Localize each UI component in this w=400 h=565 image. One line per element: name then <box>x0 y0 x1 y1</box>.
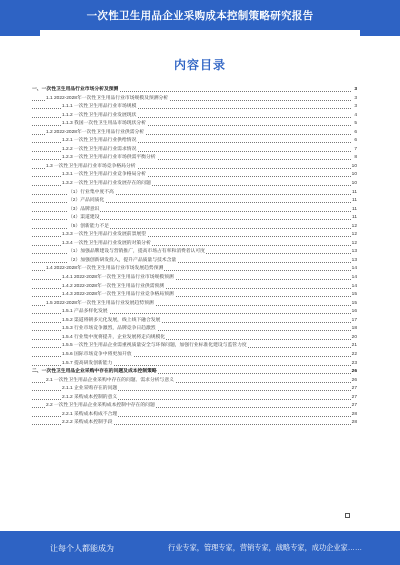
toc-entry[interactable] <box>32 137 357 146</box>
toc-entry-page: 28 <box>351 419 357 428</box>
toc-entry-label: （1）行业集中度不高 <box>68 189 115 198</box>
toc-entry[interactable] <box>32 223 357 232</box>
toc-entry-label: 1.3.3 一次性卫生用品行业发展前景展望 <box>62 231 147 240</box>
toc-entry-label: 一、一次性卫生用品行业市场分析及预测 <box>32 86 119 95</box>
toc-entry[interactable] <box>32 154 357 163</box>
toc-entry[interactable] <box>32 402 357 411</box>
toc-entry-label: 1.5.1 产品多样化发展 <box>62 308 109 317</box>
toc-entry-page: 10 <box>351 163 357 172</box>
footer-slogan-start: 让每个人都能成为 <box>50 544 114 553</box>
toc-entry-page: 21 <box>351 342 357 351</box>
toc-entry[interactable] <box>32 112 357 121</box>
toc-entry-page: 14 <box>351 283 357 292</box>
toc-entry-page: 15 <box>351 300 357 309</box>
toc-entry[interactable] <box>32 283 357 292</box>
toc-entry-label: 1.5.2 渠道将朝多元化发展，线上线下融合发展 <box>62 317 161 326</box>
toc-entry[interactable] <box>32 180 357 189</box>
toc-entry-page: 22 <box>351 351 357 360</box>
toc-entry[interactable] <box>32 95 357 104</box>
toc-entry-label: 1.5.4 行业集中度将提升，企业发展将走向规模化 <box>62 334 166 343</box>
header-accent-right <box>360 30 400 36</box>
document-title: 一次性卫生用品企业采购成本控制策略研究报告 <box>86 10 314 22</box>
toc-entry-label: 1.5 2022-2028年一次性卫生用品行业发展趋势预测 <box>46 300 155 309</box>
toc-entry-label: 2.2.1 采购成本构成不合理 <box>62 411 118 420</box>
toc-entry-label: 1.3.2 一次性卫生用品行业发展存在的问题 <box>62 180 152 189</box>
toc-entry[interactable] <box>32 368 357 377</box>
toc-entry-page: 13 <box>351 248 357 257</box>
toc-entry[interactable] <box>32 206 357 215</box>
toc-entry[interactable] <box>32 351 357 360</box>
toc-entry[interactable] <box>32 120 357 129</box>
footer-slogan-roles: 行业专家，管理专家，营销专家，战略专家，成功企业家…… <box>168 543 363 552</box>
toc-entry-page: 4 <box>353 112 357 121</box>
toc-entry[interactable] <box>32 197 357 206</box>
toc-entry[interactable] <box>32 171 357 180</box>
toc-entry-page: 20 <box>351 334 357 343</box>
toc-entry-label: 1.2 2022-2028年一次性卫生用品行业供需分析 <box>46 129 145 138</box>
toc-entry[interactable] <box>32 248 357 257</box>
toc-entry-label: 二、一次性卫生用品企业采购中存在的问题及成本控制策略 <box>32 368 158 377</box>
toc-entry-label: 2.1.1 企业采购存在的问题 <box>62 385 118 394</box>
toc-entry-page: 17 <box>351 317 357 326</box>
toc-entry[interactable] <box>32 325 357 334</box>
toc-entry-page: 12 <box>351 223 357 232</box>
header-accent-left <box>0 30 40 36</box>
toc-entry[interactable] <box>32 103 357 112</box>
toc-entry-page: 27 <box>351 402 357 411</box>
toc-entry-page: 10 <box>351 180 357 189</box>
toc-entry-page: 14 <box>351 265 357 274</box>
toc-entry-label: 2.1.2 采购成本控制的意义 <box>62 394 118 403</box>
toc-entry-page: 27 <box>351 394 357 403</box>
toc-entry[interactable] <box>32 317 357 326</box>
toc-entry-page: 12 <box>351 240 357 249</box>
toc-entry-page: 6 <box>353 137 357 146</box>
toc-entry[interactable] <box>32 231 357 240</box>
toc-entry-page: 8 <box>353 154 357 163</box>
toc-entry[interactable] <box>32 163 357 172</box>
toc-entry-page: 5 <box>353 120 357 129</box>
toc-entry-page: 11 <box>351 214 357 223</box>
toc-entry-page: 16 <box>351 308 357 317</box>
toc-entry-label: （1）加强品牌建设与营销推广，提高市场占有率和消费者认可度 <box>68 248 206 257</box>
toc-entry[interactable] <box>32 419 357 428</box>
toc-entry-label: 1.1.3 我国一次性卫生用品市场现状分析 <box>62 120 147 129</box>
toc-entry[interactable] <box>32 377 357 386</box>
toc-entry[interactable] <box>32 129 357 138</box>
toc-entry[interactable] <box>32 214 357 223</box>
toc-entry[interactable] <box>32 342 357 351</box>
toc-entry-page: 12 <box>351 231 357 240</box>
toc-entry-label: 1.2.1 一次性卫生用品行业供给情况 <box>62 137 137 146</box>
toc-entry-page: 26 <box>351 377 357 386</box>
toc-entry-page: 7 <box>353 146 357 155</box>
toc-entry[interactable] <box>32 334 357 343</box>
toc-entry[interactable] <box>32 385 357 394</box>
footer-bar <box>0 531 400 565</box>
toc-entry-label: 1.5.6 国际市场竞争中将更加开放 <box>62 351 133 360</box>
toc-entry-page: 13 <box>351 257 357 266</box>
toc-entry[interactable] <box>32 394 357 403</box>
toc-entry-page: 27 <box>351 385 357 394</box>
toc-entry-label: 1.4 2022-2028年一次性卫生用品行业市场发展趋势预测 <box>46 265 164 274</box>
toc-entry-page: 10 <box>351 171 357 180</box>
toc-entry-label: 2.1 一次性卫生用品企业采购中存在的问题、需求分析与意义 <box>46 377 175 386</box>
toc-entry-label: 1.1 2022-2028年一次性卫生用品行业市场规模及预测分析 <box>46 95 169 104</box>
toc-entry-page: 23 <box>351 360 357 369</box>
toc-entry-page: 28 <box>351 411 357 420</box>
toc-entry[interactable] <box>32 308 357 317</box>
toc-entry-page: 6 <box>353 129 357 138</box>
toc-entry-label: （4）渠道建设 <box>68 214 100 223</box>
toc-entry-label: 2.2.2 采购成本控制手段 <box>62 419 113 428</box>
toc-entry[interactable] <box>32 189 357 198</box>
toc-entry-page: 26 <box>351 368 357 377</box>
toc-entry-label: 1.3.4 一次性卫生用品行业发展的对策分析 <box>62 240 152 249</box>
toc-entry[interactable] <box>32 146 357 155</box>
toc-entry-page: 11 <box>351 197 357 206</box>
toc-entry-label: 1.2.3 一次性卫生用品行业市场供需平衡分析 <box>62 154 157 163</box>
toc-entry-label: 1.4.3 2022-2028年一次性卫生用品行业竞争格局预测 <box>62 291 175 300</box>
toc-entry-label: 1.3.1 一次性卫生用品行业竞争格局分析 <box>62 171 147 180</box>
toc-entry-label: 1.5.5 一次性卫生用品企业需重视质量安全与环保问题，加强行业标准化建设与监管力度 <box>62 342 248 351</box>
toc-entry-page: 14 <box>351 274 357 283</box>
toc-entry[interactable] <box>32 86 357 95</box>
toc-entry[interactable] <box>32 257 357 266</box>
toc-entry-page: 3 <box>353 103 357 112</box>
toc-entry-page: 18 <box>351 325 357 334</box>
toc-entry[interactable] <box>32 291 357 300</box>
toc-entry-label: 2.2 一次性卫生用品企业采购成本控制中存在的问题 <box>46 402 156 411</box>
table-of-contents <box>32 86 357 428</box>
toc-entry-label: （2）加强创新研发投入，提升产品质量与技术含量 <box>68 257 177 266</box>
toc-entry-label: （3）品牌意识 <box>68 206 100 215</box>
toc-heading: 内容目录 <box>173 58 226 72</box>
toc-entry-label: 1.5.3 行业市场竞争激烈，品牌竞争日趋激烈 <box>62 325 157 334</box>
document-header-bar <box>0 0 400 30</box>
toc-entry-label: 1.4.1 2022-2028年一次性卫生用品行业市场规模预测 <box>62 274 175 283</box>
toc-entry-page: 3 <box>353 86 357 95</box>
toc-entry-label: 1.1.1 一次性卫生用品行业市场规模 <box>62 103 137 112</box>
toc-entry-label: 1.4.2 2022-2028年一次性卫生用品行业供需预测 <box>62 283 165 292</box>
toc-entry[interactable] <box>32 240 357 249</box>
toc-entry-page: 15 <box>351 291 357 300</box>
toc-entry-page: 11 <box>351 206 357 215</box>
toc-entry-label: （2）产品同质化 <box>68 197 105 206</box>
toc-entry-label: 1.5.7 提高研发创新能力 <box>62 360 113 369</box>
toc-entry-page: 3 <box>353 95 357 104</box>
toc-entry[interactable] <box>32 300 357 309</box>
toc-entry[interactable] <box>32 265 357 274</box>
toc-entry-page: 11 <box>351 189 357 198</box>
toc-entry-label: 1.1.2 一次性卫生用品行业发展现状 <box>62 112 137 121</box>
page-marker-icon <box>345 513 350 518</box>
toc-entry-label: 1.2.2 一次性卫生用品行业需求情况 <box>62 146 137 155</box>
toc-entry[interactable] <box>32 411 357 420</box>
toc-entry[interactable] <box>32 360 357 369</box>
toc-entry-label: （5）创新能力不足 <box>68 223 110 232</box>
toc-entry-label: 1.3 一次性卫生用品行业市场竞争格局分析 <box>46 163 137 172</box>
toc-entry[interactable] <box>32 274 357 283</box>
